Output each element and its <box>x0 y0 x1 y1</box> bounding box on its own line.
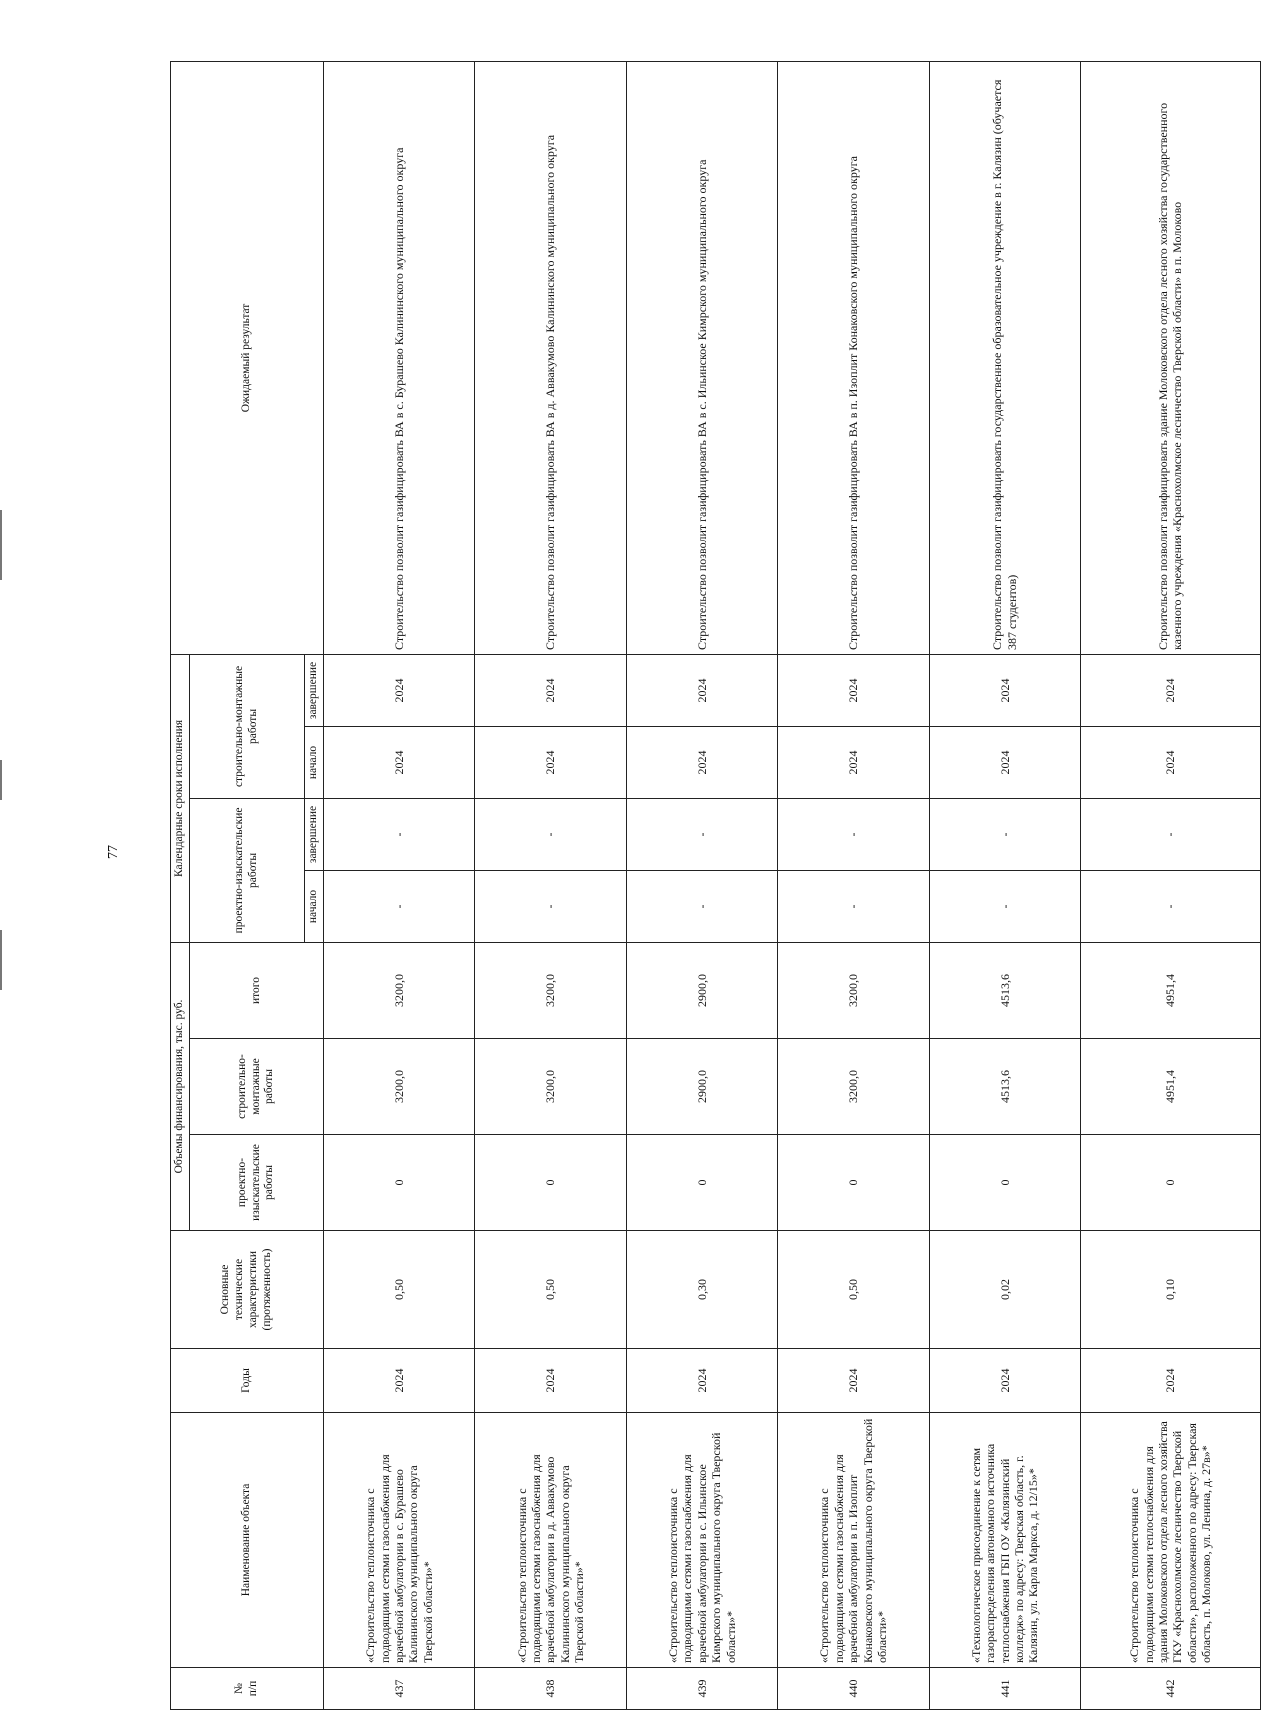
header-characteristics: Основные технические характеристики (протяженность) <box>171 1231 324 1349</box>
cell-result: Строительство позволит газифицировать ВА в с. Ильинское Кимрского муниципального округа <box>626 61 777 654</box>
cell-fin-construction: 2900,0 <box>626 1039 777 1135</box>
cell-design-start: - <box>778 870 929 942</box>
table-row <box>1081 61 1261 1709</box>
table-row <box>475 61 626 1709</box>
cell-length: 0,02 <box>929 1231 1080 1349</box>
cell-length: 0,50 <box>778 1231 929 1349</box>
cell-design-end: - <box>475 798 626 870</box>
cell-constr-start: 2024 <box>778 726 929 798</box>
cell-result: Строительство позволит газифицировать здание Молоковского отдела лесного хозяйства государственного казенного учреждения «Краснохолмское лесничество Тверской области» в п. Молоково <box>1081 61 1261 654</box>
cell-constr-end: 2024 <box>1081 654 1261 726</box>
cell-num: 439 <box>626 1668 777 1710</box>
cell-constr-start: 2024 <box>1081 726 1261 798</box>
cell-fin-construction: 3200,0 <box>324 1039 475 1135</box>
rotated-table-container <box>170 62 1214 1710</box>
cell-design-end: - <box>324 798 475 870</box>
cell-length: 0,10 <box>1081 1231 1261 1349</box>
cell-name: «Строительство теплоисточника с подводящими сетями газоснабжения для врачебной амбулатории в с. Ильинское Кимрского муниципального округа Тверской области»* <box>626 1413 777 1668</box>
table-row <box>324 61 475 1709</box>
cell-design-start: - <box>1081 870 1261 942</box>
cell-design-start: - <box>475 870 626 942</box>
cell-fin-design: 0 <box>475 1135 626 1231</box>
cell-constr-end: 2024 <box>475 654 626 726</box>
objects-table <box>170 61 1261 1710</box>
cell-year: 2024 <box>324 1349 475 1413</box>
cell-length: 0,30 <box>626 1231 777 1349</box>
header-design-end: завершение <box>305 798 324 870</box>
page-number: 77 <box>106 845 121 859</box>
cell-num: 438 <box>475 1668 626 1710</box>
cell-design-end: - <box>778 798 929 870</box>
cell-fin-design: 0 <box>626 1135 777 1231</box>
header-design-start: начало <box>305 870 324 942</box>
header-financing: Объемы финансирования, тыс. руб. <box>171 942 190 1230</box>
header-years: Годы <box>171 1349 324 1413</box>
header-fin-construction: строительно-монтажные работы <box>189 1039 323 1135</box>
cell-result: Строительство позволит газифицировать ВА в п. Изоплит Конаковского муниципального округа <box>778 61 929 654</box>
table-row <box>778 61 929 1709</box>
cell-fin-total: 3200,0 <box>324 942 475 1038</box>
cell-fin-design: 0 <box>929 1135 1080 1231</box>
header-name: Наименование объекта <box>171 1413 324 1668</box>
cell-fin-design: 0 <box>1081 1135 1261 1231</box>
cell-constr-start: 2024 <box>475 726 626 798</box>
table-row <box>929 61 1080 1709</box>
cell-year: 2024 <box>778 1349 929 1413</box>
header-sched-construction: строительно-монтажные работы <box>189 654 304 798</box>
cell-name: «Строительство теплоисточника с подводящими сетями теплоснабжения для здания Молоковского отдела лесного хозяйства ГКУ «Краснохолмское лесничество Тверской области», расположенного по адресу: Тверская область, п. Молоково, ул. Ленина, д. 27в»* <box>1081 1413 1261 1668</box>
cell-year: 2024 <box>1081 1349 1261 1413</box>
cell-year: 2024 <box>626 1349 777 1413</box>
scan-artifact <box>0 510 2 580</box>
header-fin-total: итого <box>189 942 323 1038</box>
cell-constr-start: 2024 <box>626 726 777 798</box>
header-schedule: Календарные сроки исполнения <box>171 654 190 942</box>
cell-design-end: - <box>1081 798 1261 870</box>
cell-result: Строительство позволит газифицировать ВА в с. Бурашево Калининского муниципального округа <box>324 61 475 654</box>
cell-fin-total: 3200,0 <box>778 942 929 1038</box>
cell-design-end: - <box>929 798 1080 870</box>
cell-constr-start: 2024 <box>929 726 1080 798</box>
cell-fin-construction: 4513,6 <box>929 1039 1080 1135</box>
header-num: № п/п <box>171 1668 324 1710</box>
cell-constr-end: 2024 <box>626 654 777 726</box>
cell-num: 441 <box>929 1668 1080 1710</box>
cell-design-end: - <box>626 798 777 870</box>
header-fin-design: проектно-изыскательские работы <box>189 1135 323 1231</box>
cell-fin-design: 0 <box>324 1135 475 1231</box>
cell-year: 2024 <box>475 1349 626 1413</box>
cell-fin-total: 3200,0 <box>475 942 626 1038</box>
header-constr-end: завершение <box>305 654 324 726</box>
cell-design-start: - <box>626 870 777 942</box>
header-constr-start: начало <box>305 726 324 798</box>
table-row <box>626 61 777 1709</box>
cell-fin-construction: 3200,0 <box>475 1039 626 1135</box>
header-result: Ожидаемый результат <box>171 61 324 654</box>
cell-constr-start: 2024 <box>324 726 475 798</box>
cell-fin-construction: 3200,0 <box>778 1039 929 1135</box>
cell-num: 440 <box>778 1668 929 1710</box>
cell-name: «Технологическое присоединение к сетям газораспределения автономного источника теплоснабжения ГБП ОУ «Калязинский колледж» по адресу: Тверская область, г. Калязин, ул. Карла Маркса, д. 12/15»* <box>929 1413 1080 1668</box>
cell-name: «Строительство теплоисточника с подводящими сетями газоснабжения для врачебной амбулатории в с. Бурашево Калининского муниципального округа Тверской области»* <box>324 1413 475 1668</box>
cell-num: 442 <box>1081 1668 1261 1710</box>
cell-name: «Строительство теплоисточника с подводящими сетями газоснабжения для врачебной амбулатории в д. Аввакумово Калининского муниципального округа Тверской области»* <box>475 1413 626 1668</box>
cell-design-start: - <box>324 870 475 942</box>
header-sched-design: проектно-изыскательские работы <box>189 798 304 942</box>
cell-year: 2024 <box>929 1349 1080 1413</box>
scan-artifact <box>0 930 2 990</box>
cell-name: «Строительство теплоисточника с подводящими сетями газоснабжения для врачебной амбулатории в п. Изоплит Конаковского муниципального округа Тверской области»* <box>778 1413 929 1668</box>
cell-constr-end: 2024 <box>929 654 1080 726</box>
cell-fin-total: 4951,4 <box>1081 942 1261 1038</box>
cell-num: 437 <box>324 1668 475 1710</box>
header-row-1 <box>171 61 190 1709</box>
cell-fin-total: 4513,6 <box>929 942 1080 1038</box>
cell-fin-construction: 4951,4 <box>1081 1039 1261 1135</box>
cell-design-start: - <box>929 870 1080 942</box>
cell-fin-total: 2900,0 <box>626 942 777 1038</box>
cell-constr-end: 2024 <box>324 654 475 726</box>
cell-result: Строительство позволит газифицировать ВА в д. Аввакумово Калининского муниципального округа <box>475 61 626 654</box>
cell-result: Строительство позволит газифицировать государственное образовательное учреждение в г. Калязин (обучается 387 студентов) <box>929 61 1080 654</box>
cell-fin-design: 0 <box>778 1135 929 1231</box>
scan-artifact <box>0 760 2 800</box>
cell-constr-end: 2024 <box>778 654 929 726</box>
cell-length: 0,50 <box>324 1231 475 1349</box>
cell-length: 0,50 <box>475 1231 626 1349</box>
